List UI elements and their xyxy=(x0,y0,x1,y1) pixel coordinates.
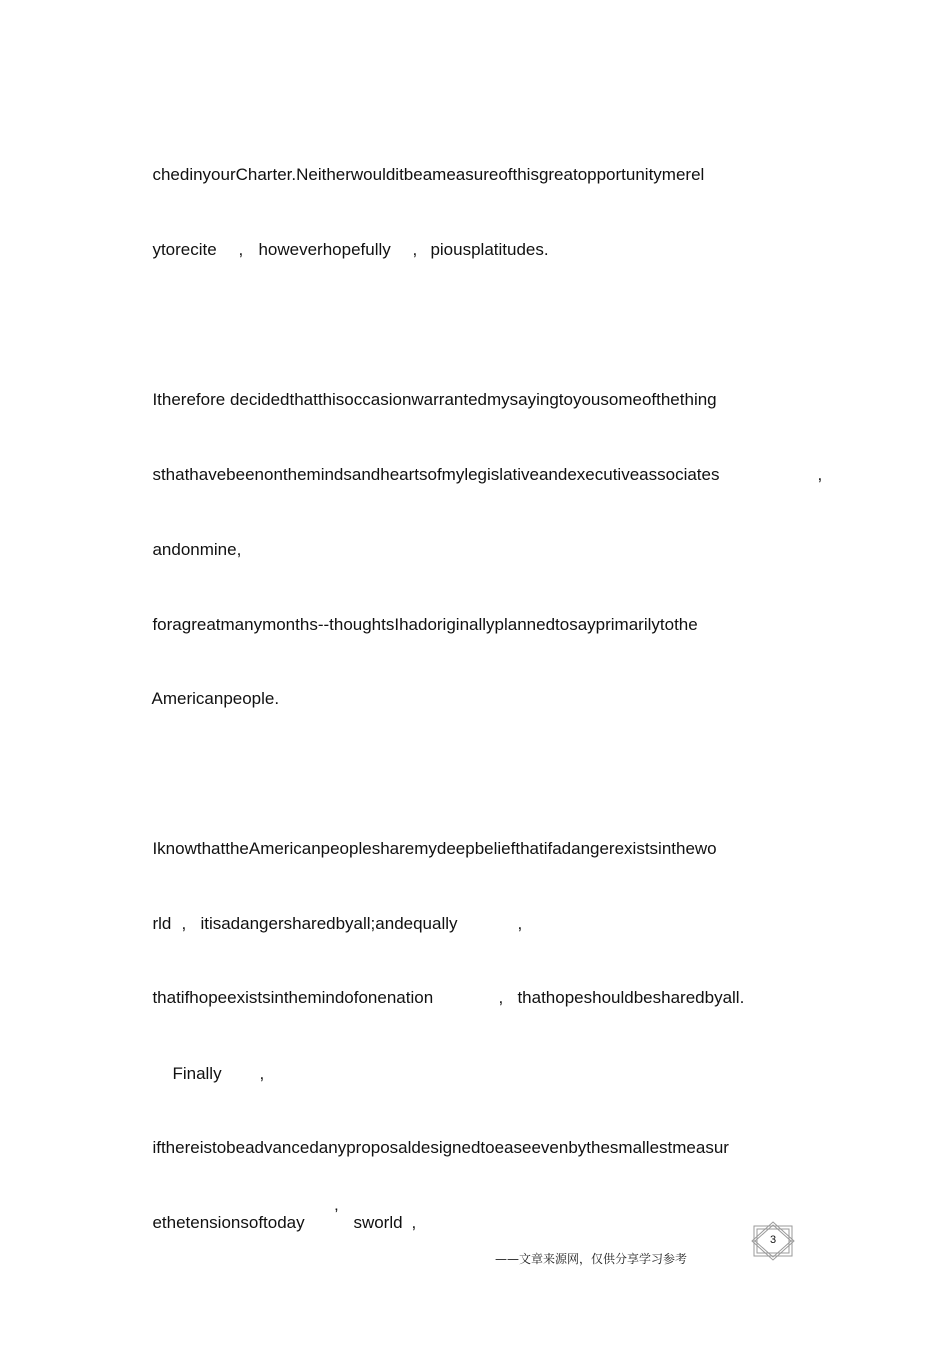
text-line-13-apostrophe xyxy=(325,1185,338,1225)
line-4-seg-1: sthathavebeenonthemindsandheartsofmylegislativeandexecutiveassociates xyxy=(152,465,720,484)
line-11-seg-2: , xyxy=(259,1064,265,1083)
page-number-badge xyxy=(750,1221,796,1261)
line-8-seg-1: IknowthattheAmericanpeoplesharemydeepbeliefthatifadangerexistsinthewo xyxy=(152,839,717,858)
footer-note: ——文章来源网，仅供分享学习参考 xyxy=(495,1252,688,1266)
line-10-seg-3: thathopeshouldbesharedbyall. xyxy=(517,988,745,1007)
text-line-9-comma-2 xyxy=(508,894,522,934)
line-2-seg-2: , xyxy=(238,240,244,259)
text-line-2-comma-1 xyxy=(229,220,243,260)
line-9-seg-2: , xyxy=(181,914,187,933)
text-line-4-comma xyxy=(808,445,822,485)
line-2-seg-3: howeverhopefully xyxy=(258,240,391,259)
line-10-seg-1: thatifhopeexistsinthemindofonenation xyxy=(152,988,434,1007)
text-line-13 xyxy=(143,1193,305,1233)
line-7-seg-1: Americanpeople. xyxy=(151,689,280,708)
text-line-3 xyxy=(143,370,717,410)
line-6-seg-1: foragreatmanymonths--thoughtsIhadoriginallyplannedtosayprimarilytothe xyxy=(152,615,698,634)
text-line-2 xyxy=(143,220,217,260)
text-line-2-part-3 xyxy=(421,220,549,260)
line-1-seg-1: chedinyourCharter.Neitherwoulditbeameasureofthisgreatopportunitymerel xyxy=(152,165,705,184)
line-4-seg-2: , xyxy=(817,465,823,484)
text-line-13-part-2 xyxy=(344,1193,403,1233)
text-line-10 xyxy=(143,968,433,1008)
line-3-seg-1: Itherefore decidedthatthisoccasionwarrantedmysayingtoyousomeofthething xyxy=(152,390,717,409)
line-11-seg-1: Finally xyxy=(172,1064,222,1083)
line-13-seg-3: sworld xyxy=(353,1213,403,1232)
line-13-seg-4: , xyxy=(411,1213,417,1232)
text-line-5 xyxy=(143,520,241,560)
line-13-seg-1: ethetensionsoftoday xyxy=(152,1213,305,1232)
text-line-8 xyxy=(143,819,717,859)
text-line-9-comma-1 xyxy=(172,894,186,934)
text-line-6 xyxy=(143,595,698,635)
line-9-seg-4: , xyxy=(517,914,523,933)
line-2-seg-1: ytorecite xyxy=(152,240,217,259)
text-line-11 xyxy=(163,1044,222,1084)
line-5-seg-1: andonmine, xyxy=(152,540,242,559)
text-line-10-part-2 xyxy=(508,968,744,1008)
text-line-9 xyxy=(143,894,171,934)
page-number: 3 xyxy=(769,1234,777,1246)
text-line-12 xyxy=(143,1118,729,1158)
text-line-10-comma xyxy=(489,968,503,1008)
text-line-7 xyxy=(143,669,279,709)
line-13-seg-2: ’ xyxy=(334,1205,339,1224)
line-9-seg-3: itisadangersharedbyall;andequally xyxy=(200,914,458,933)
text-line-2-part-2 xyxy=(249,220,391,260)
line-2-seg-4: , xyxy=(412,240,418,259)
line-9-seg-1: rld xyxy=(152,914,172,933)
text-line-1 xyxy=(143,145,704,185)
text-line-2-comma-2 xyxy=(403,220,417,260)
line-10-seg-2: , xyxy=(498,988,504,1007)
text-line-11-comma xyxy=(250,1044,264,1084)
line-2-seg-5: piousplatitudes. xyxy=(430,240,549,259)
text-line-13-comma xyxy=(402,1193,416,1233)
line-12-seg-1: ifthereistobeadvancedanyproposaldesignedtoeaseevenbythesmallestmeasur xyxy=(152,1138,729,1157)
text-line-9-part-2 xyxy=(191,894,458,934)
text-line-4 xyxy=(143,445,719,485)
